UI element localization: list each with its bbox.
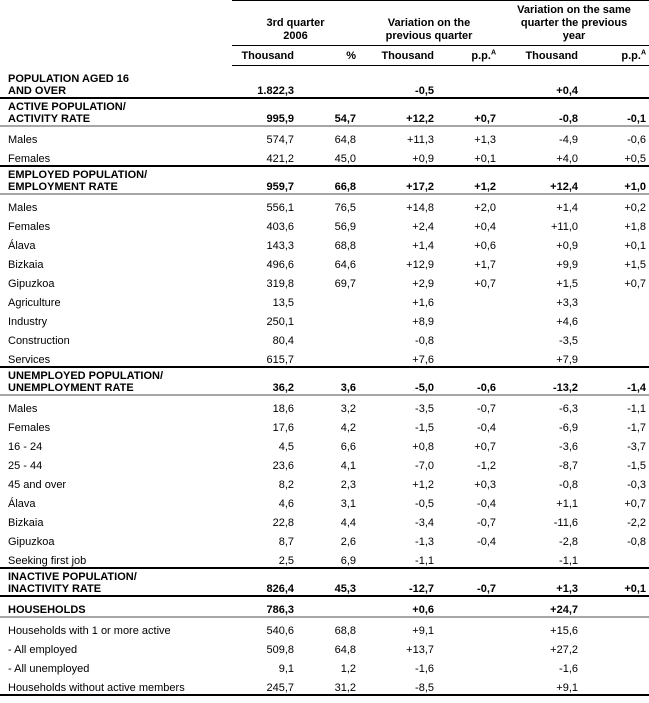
cell-value: 826,4 [232, 568, 297, 596]
row-label [0, 252, 232, 271]
row-label [0, 166, 232, 194]
colgroup-3rd-quarter-2006 [232, 1, 359, 46]
cell-value: -12,7 [359, 568, 437, 596]
cell-value: 2,5 [232, 548, 297, 568]
cell-value [437, 637, 499, 656]
table-row [0, 126, 649, 146]
cell-value: 540,6 [266, 625, 294, 637]
cell-value: +0,9 [359, 146, 437, 166]
row-label [0, 472, 232, 491]
row-label-line: Females [8, 221, 51, 233]
cell-value: 1,2 [340, 663, 357, 675]
cell-value: 250,1 [266, 316, 294, 328]
cell-value: 319,8 [266, 278, 294, 290]
cell-value: -0,4 [477, 422, 497, 434]
cell-value: 509,8 [266, 644, 294, 656]
cell-value: 3,6 [297, 367, 359, 395]
cell-value [581, 675, 649, 695]
cell-value: +1,5 [556, 278, 579, 290]
row-label [0, 548, 232, 568]
row-label [0, 328, 232, 347]
cell-value [437, 347, 499, 367]
cell-value [437, 656, 499, 675]
cell-value: -1,7 [627, 422, 647, 434]
cell-value: +0,7 [624, 278, 647, 290]
cell-value: -0,4 [477, 498, 497, 510]
row-label [0, 453, 232, 472]
row-label-line: Bizkaia [8, 517, 44, 529]
cell-value: -0,8 [559, 479, 579, 491]
row-label-line: Álava [8, 498, 36, 510]
cell-value: +0,7 [474, 441, 497, 453]
row-label-line: 45 and over [8, 479, 67, 491]
col-header-pp-prev-year: p.p.$^A$ [581, 46, 649, 66]
cell-value: 31,2 [297, 675, 359, 695]
col-header-thousand-q: Thousand [232, 46, 297, 66]
row-label [0, 214, 232, 233]
cell-value: +1,5 [624, 259, 647, 271]
cell-value: 556,1 [266, 202, 294, 214]
cell-value: 17,6 [272, 422, 294, 434]
column-subheader-row [0, 46, 649, 66]
cell-value: +0,6 [474, 240, 497, 252]
table-body [0, 66, 649, 696]
cell-value: +12,9 [406, 259, 435, 271]
row-label-line: Gipuzkoa [8, 278, 55, 290]
cell-value [581, 328, 649, 347]
cell-value: +24,7 [499, 596, 581, 617]
row-label [0, 309, 232, 328]
cell-value: 4,6 [278, 498, 294, 510]
row-label [0, 290, 232, 309]
row-label [0, 194, 232, 214]
cell-value: +1,3 [499, 568, 581, 596]
cell-value: 80,4 [272, 335, 294, 347]
cell-value: 615,7 [232, 347, 297, 367]
cell-value: -0,4 [477, 536, 497, 548]
cell-value: 68,8 [334, 240, 357, 252]
cell-value: +1,8 [624, 221, 647, 233]
row-label-line: 25 - 44 [8, 460, 43, 472]
cell-value: 64,8 [334, 644, 357, 656]
cell-value: 143,3 [266, 240, 294, 252]
cell-value: -2,8 [559, 536, 579, 548]
cell-value: +0,1 [581, 568, 649, 596]
cell-value: -1,5 [415, 422, 435, 434]
table-row [0, 309, 649, 328]
cell-value: 76,5 [334, 202, 357, 214]
table-row [0, 434, 649, 453]
cell-value: +2,0 [474, 202, 497, 214]
cell-value: 3,1 [340, 498, 357, 510]
cell-value: -0,3 [627, 479, 647, 491]
cell-value: -3,5 [415, 403, 435, 415]
cell-value: +1,6 [412, 297, 435, 309]
table-row [0, 637, 649, 656]
cell-value: 45,3 [297, 568, 359, 596]
table-row [0, 328, 649, 347]
cell-value: 13,5 [272, 297, 294, 309]
cell-value [297, 290, 359, 309]
colgroup-line: quarter the previous [520, 17, 628, 29]
colgroup-variation-previous-quarter [359, 1, 499, 46]
table-row [0, 548, 649, 568]
cell-value: +0,2 [624, 202, 647, 214]
colgroup-line: 2006 [283, 30, 308, 42]
row-label [0, 529, 232, 548]
table-row [0, 656, 649, 675]
row-label-line: INACTIVE POPULATION/ [8, 571, 137, 583]
cell-value: -3,7 [627, 441, 647, 453]
cell-value: -1,5 [627, 460, 647, 472]
table-row [0, 214, 649, 233]
col-header-thousand-prev-quarter: Thousand [359, 46, 437, 66]
cell-value: +0,7 [437, 98, 499, 126]
cell-value [297, 328, 359, 347]
cell-value: 18,6 [272, 403, 294, 415]
cell-value: -0,6 [627, 134, 647, 146]
row-label [0, 491, 232, 510]
row-label-line: Males [8, 202, 38, 214]
cell-value: -11,6 [553, 517, 579, 529]
cell-value: 421,2 [232, 146, 297, 166]
cell-value: +11,3 [406, 134, 435, 146]
cell-value: 2,6 [340, 536, 357, 548]
col-header-percent: % [297, 46, 359, 66]
footnote-marker: A [490, 49, 497, 57]
cell-value: +0,1 [437, 146, 499, 166]
cell-value: 6,9 [297, 548, 359, 568]
table-row [0, 491, 649, 510]
row-label [0, 510, 232, 529]
table-row [0, 675, 649, 695]
row-label-line: Industry [8, 316, 48, 328]
col-header-pp-prev-quarter: p.p.$^A$ [437, 46, 499, 66]
cell-value: -1,6 [415, 663, 435, 675]
cell-value: +0,7 [474, 278, 497, 290]
cell-value: 959,7 [232, 166, 297, 194]
cell-value: +4,6 [556, 316, 579, 328]
cell-value: 4,4 [340, 517, 357, 529]
cell-value: +1,0 [581, 166, 649, 194]
row-label [0, 367, 232, 395]
row-label [0, 271, 232, 290]
cell-value: 786,3 [232, 596, 297, 617]
cell-value: -0,8 [415, 335, 435, 347]
cell-value [437, 548, 499, 568]
row-label [0, 66, 232, 99]
cell-value: -0,8 [627, 536, 647, 548]
row-label-line: Seeking first job [8, 555, 87, 567]
row-label [0, 233, 232, 252]
cell-value: 245,7 [232, 675, 297, 695]
table-row [0, 395, 649, 415]
cell-value [581, 290, 649, 309]
row-label-line: INACTIVITY RATE [8, 583, 102, 595]
cell-value: 574,7 [266, 134, 294, 146]
cell-value: -4,9 [559, 134, 579, 146]
row-label-line: Gipuzkoa [8, 536, 55, 548]
cell-value: 54,7 [297, 98, 359, 126]
colgroup-line: Variation on the [387, 17, 471, 29]
row-label-line: Álava [8, 240, 36, 252]
cell-value: +1,1 [556, 498, 579, 510]
cell-value: -0,7 [477, 403, 497, 415]
row-label-line: 16 - 24 [8, 441, 43, 453]
corner-cell [0, 46, 232, 66]
table-row [0, 290, 649, 309]
row-label [0, 98, 232, 126]
cell-value: -1,1 [499, 548, 581, 568]
footnote-marker: A [640, 49, 647, 57]
cell-value: -0,6 [437, 367, 499, 395]
table-row [0, 472, 649, 491]
cell-value [297, 596, 359, 617]
cell-value: -0,5 [415, 498, 435, 510]
table-row [0, 415, 649, 434]
cell-value: +2,4 [412, 221, 435, 233]
table-row [0, 453, 649, 472]
cell-value: 9,1 [278, 663, 294, 675]
cell-value: 6,6 [340, 441, 357, 453]
cell-value: 1.822,3 [232, 66, 297, 99]
cell-value [581, 596, 649, 617]
cell-value: +0,4 [474, 221, 497, 233]
cell-value: -3,6 [559, 441, 579, 453]
row-label [0, 395, 232, 415]
table-row [0, 194, 649, 214]
cell-value: 68,8 [334, 625, 357, 637]
colgroup-line: 3rd quarter [266, 17, 325, 29]
cell-value: +3,3 [556, 297, 579, 309]
cell-value: 8,2 [278, 479, 294, 491]
cell-value [297, 309, 359, 328]
cell-value: -3,5 [559, 335, 579, 347]
row-label-line: Services [8, 354, 51, 366]
colgroup-variation-previous-year [499, 1, 649, 46]
cell-value: -8,5 [359, 675, 437, 695]
cell-value: +7,9 [499, 347, 581, 367]
cell-value: +12,2 [359, 98, 437, 126]
cell-value: +11,0 [550, 221, 579, 233]
cell-value: +1,4 [556, 202, 579, 214]
table-row [0, 146, 649, 166]
cell-value: 4,1 [340, 460, 357, 472]
cell-value: +12,4 [499, 166, 581, 194]
cell-value: 4,2 [340, 422, 357, 434]
row-label [0, 568, 232, 596]
row-label [0, 415, 232, 434]
cell-value: +0,5 [581, 146, 649, 166]
cell-value: +0,4 [499, 66, 581, 99]
cell-value: +15,6 [550, 625, 579, 637]
row-label [0, 596, 232, 617]
cell-value: 23,6 [272, 460, 294, 472]
row-label-line: Households with 1 or more active [8, 625, 171, 637]
row-label-line: AND OVER [8, 85, 67, 97]
cell-value: +0,7 [624, 498, 647, 510]
cell-value: -1,2 [477, 460, 497, 472]
cell-value: 64,8 [334, 134, 357, 146]
row-label-line: Females [8, 422, 51, 434]
colgroup-line: year [562, 30, 586, 42]
table-row [0, 617, 649, 637]
row-label [0, 656, 232, 675]
table-row [0, 510, 649, 529]
cell-value: -3,4 [415, 517, 435, 529]
cell-value: -0,8 [499, 98, 581, 126]
cell-value [437, 596, 499, 617]
cell-value [581, 548, 649, 568]
cell-value: -8,7 [559, 460, 579, 472]
cell-value: +1,4 [412, 240, 435, 252]
cell-value: +0,8 [412, 441, 435, 453]
cell-value: 995,9 [232, 98, 297, 126]
table-row [0, 233, 649, 252]
row-label [0, 637, 232, 656]
cell-value: +27,2 [550, 644, 579, 656]
cell-value: +0,1 [624, 240, 647, 252]
cell-value [437, 66, 499, 99]
table-row [0, 252, 649, 271]
cell-value: 56,9 [334, 221, 357, 233]
cell-value: +9,9 [556, 259, 579, 271]
cell-value [437, 675, 499, 695]
col-header-thousand-prev-year: Thousand [499, 46, 581, 66]
cell-value: -0,1 [581, 98, 649, 126]
row-label-line: HOUSEHOLDS [8, 604, 86, 616]
cell-value: -1,4 [581, 367, 649, 395]
cell-value: +13,7 [406, 644, 435, 656]
cell-value: 36,2 [232, 367, 297, 395]
cell-value: +0,3 [474, 479, 497, 491]
row-label [0, 617, 232, 637]
cell-value [581, 347, 649, 367]
cell-value: 45,0 [297, 146, 359, 166]
cell-value: -6,3 [559, 403, 579, 415]
row-label-line: UNEMPLOYMENT RATE [8, 382, 134, 394]
cell-value: -1,1 [359, 548, 437, 568]
column-group-header-row [0, 1, 649, 46]
cell-value [581, 656, 649, 675]
table-row [0, 66, 649, 99]
cell-value: 22,8 [272, 517, 294, 529]
cell-value [581, 309, 649, 328]
cell-value: 2,3 [340, 479, 357, 491]
cell-value: +1,7 [474, 259, 497, 271]
cell-value [437, 290, 499, 309]
cell-value: -2,2 [627, 517, 647, 529]
table-row [0, 367, 649, 395]
row-label-line: POPULATION AGED 16 [8, 73, 130, 85]
row-label-line: EMPLOYED POPULATION/ [8, 169, 148, 181]
cell-value [437, 328, 499, 347]
row-label [0, 146, 232, 166]
row-label-line: Households without active members [8, 682, 185, 694]
cell-value: 4,5 [278, 441, 294, 453]
cell-value: -7,0 [415, 460, 435, 472]
corner-cell [0, 1, 232, 46]
row-label-line: Agriculture [8, 297, 61, 309]
cell-value [437, 309, 499, 328]
row-label-line: UNEMPLOYED POPULATION/ [8, 370, 164, 382]
cell-value [581, 637, 649, 656]
cell-value: +17,2 [359, 166, 437, 194]
cell-value [581, 66, 649, 99]
cell-value: -6,9 [559, 422, 579, 434]
row-label [0, 675, 232, 695]
cell-value: -0,7 [437, 568, 499, 596]
table-row [0, 347, 649, 367]
table-row [0, 271, 649, 290]
cell-value: +8,9 [412, 316, 435, 328]
row-label-line: - All employed [8, 644, 78, 656]
cell-value: +4,0 [499, 146, 581, 166]
cell-value: +7,6 [359, 347, 437, 367]
table-row [0, 166, 649, 194]
table-row [0, 596, 649, 617]
row-label-line: Males [8, 403, 38, 415]
cell-value [437, 617, 499, 637]
table-row [0, 568, 649, 596]
row-label [0, 434, 232, 453]
row-label-line: Construction [8, 335, 70, 347]
row-label-line: Females [8, 153, 51, 165]
cell-value: -13,2 [499, 367, 581, 395]
table-row [0, 529, 649, 548]
row-label-line: ACTIVITY RATE [8, 113, 91, 125]
cell-value: +9,1 [412, 625, 435, 637]
cell-value: +9,1 [499, 675, 581, 695]
cell-value [297, 66, 359, 99]
row-label-line: Males [8, 134, 38, 146]
cell-value: +0,6 [359, 596, 437, 617]
cell-value: +2,9 [412, 278, 435, 290]
cell-value: -1,1 [627, 403, 647, 415]
cell-value: 496,6 [266, 259, 294, 271]
cell-value: +14,8 [406, 202, 435, 214]
row-label-line: ACTIVE POPULATION/ [8, 101, 126, 113]
cell-value: 66,8 [297, 166, 359, 194]
cell-value: -0,5 [359, 66, 437, 99]
table-row [0, 98, 649, 126]
colgroup-line: Variation on the same [517, 4, 631, 16]
cell-value: 403,6 [266, 221, 294, 233]
cell-value: +1,2 [412, 479, 435, 491]
cell-value: 3,2 [340, 403, 357, 415]
colgroup-line: previous quarter [385, 30, 473, 42]
row-label-line: - All unemployed [8, 663, 90, 675]
cell-value: 69,7 [334, 278, 357, 290]
cell-value: -1,3 [415, 536, 435, 548]
cell-value: -1,6 [559, 663, 579, 675]
cell-value: +0,9 [556, 240, 579, 252]
cell-value: +1,3 [474, 134, 497, 146]
cell-value: -5,0 [359, 367, 437, 395]
cell-value [581, 617, 649, 637]
cell-value: 8,7 [278, 536, 294, 548]
row-label-line: Bizkaia [8, 259, 44, 271]
cell-value: +1,2 [437, 166, 499, 194]
cell-value: -0,7 [477, 517, 497, 529]
row-label-line: EMPLOYMENT RATE [8, 181, 118, 193]
cell-value [297, 347, 359, 367]
row-label [0, 347, 232, 367]
cell-value: 64,6 [334, 259, 357, 271]
row-label [0, 126, 232, 146]
